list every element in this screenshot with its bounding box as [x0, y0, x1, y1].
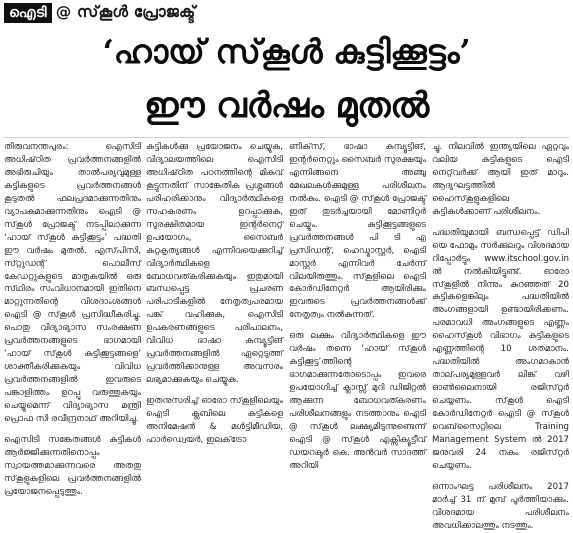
kicker-text: @ സ്‌കൂൾ പ്രോജക്ട്	[55, 3, 196, 21]
headline-line-1: ‘ഹായ് സ്‌കൂൾ കുട്ടിക്കൂട്ടം’	[102, 32, 471, 71]
column-4-paragraph-2: പദ്ധതിയുമായി ബന്ധപ്പെട്ട് ഡിപി യെ ഫോമും സർക്കുലറും വിശദമായ റിപ്പോർട്ടും www.itschool.gov.in ൽ നൽകിയിട്ടുണ്ട്. ഓരോ സ്‌കൂളിൽ നിന്നും കുറഞ്ഞത് 20 കുട്ടികളെങ്കിലും പദ്ധതിയിൽ അംഗങ്ങളായി ഉണ്ടായിരിക്കണം. പരമാവധി അംഗങ്ങളുടെ എണ്ണം ഹൈസ്‌കൂൾ വിഭാഗം കുട്ടികളുടെ എണ്ണത്തിന്റെ 10 ശതമാനം. പദ്ധതിയിൽ അംഗമാകാൻ താല്‌പര്യമുള്ളവർ ലിങ്ക് വഴി ഓൺലൈനായി രജിസ്‌റ്റർ ചെയ്യണം. സ്‌കൂൾ ഐടി കോർഡിനേറ്റർ ഐടി @ സ്‌കൂൾ വെബ്‌സൈറ്റിലെ Training Management System ൽ 2017 ജനുവരി 24 നകം രജിസ്‌റ്റർ ചെയ്യണം.	[432, 227, 569, 471]
headline-divider	[4, 137, 569, 138]
article-column-1	[4, 141, 141, 497]
column-3-paragraph-1: ണിക്‌സ്, ഭാഷാ കമ്പ്യൂട്ടിങ്, ഇന്റർനെറ്റും സൈബർ സുരക്ഷയും എന്നിങ്ങനെ അഞ്ചു മേഖലകൾക്കുമുള്ള പരിശീലനം നൽകും. ഐടി @ സ്‌കൂൾ പ്രോജക്ട് ഇത് തുടർച്ചയായി മോണിറ്റർ ചെയ്യും. കുട്ടിക്കൂട്ടങ്ങളുടെ പ്രവർത്തനങ്ങൾ പി ടി എ പ്രസിഡന്റ്, ഹെഡ്മാസ്റ്റർ, ഐടി മാസ്റ്റർ എന്നിവർ ചേർന്ന് വിലയിരുത്തും. സ്‌കൂളിലെ ഐടി കോർഡിനേറ്റർ ആയിരിക്കും ഇവരുടെ പ്രവർത്തനങ്ങൾക്ക് നേതൃത്വം നൽകുന്നത്.	[289, 142, 426, 321]
article-column-2	[146, 141, 283, 460]
column-2-paragraph-2: ഇതനുസരിച്ച് ഓരോ സ്‌കൂളിലെയും ഐടി ക്ലബിലെ കുട്ടികളെ അനിമേഷൻ & മൾട്ടിമീഡിയ, ഹാർഡ്വെയർ, ഇലക്‌ട്രോ	[146, 396, 283, 445]
article-body	[4, 141, 569, 531]
column-1-paragraph-2: ഐസിടി സങ്കേതങ്ങൾ കുട്ടികൾ ആർജ്ജിക്കുന്നതിനൊപ്പം സ്വായത്തമാക്കുന്നവരെ അതതു സ്‌കൂളുകളിലെ പ്രവർത്തനങ്ങളിൽ പ്രയോജനപ്പെടുത്തും.	[4, 434, 141, 497]
column-2-paragraph-1: കുട്ടികൾക്കു പ്രയോജനം ചെയ്യുക, വിദ്യാലയത്തിലെ ഐസിടി അധിഷ്‌ഠിത പഠനത്തിന്റെ മികവ് കൂട്ടുന്നതിന് സാങ്കേതിക പ്രശ്നങ്ങൾ പരിഹരിക്കാനും വിദ്യാർത്ഥികളെ സഹകരണം ഉറപ്പാക്കുക, സുരക്ഷിതമായ ഇന്റർനെറ്റ് ഉപയോഗം, സൈബർ കുറ്റകൃത്യങ്ങൾ എന്നിവയെക്കുറിച്ച് വിദ്യാർത്ഥികളെ ബോധവത്കരിക്കുകയും ഇതുമായി ബന്ധപ്പെട്ട പ്രചരണ പരിപാടികളിൽ നേതൃത്വപരമായ പങ്ക് വഹിക്കുക, ഐസിടി ഉപകരണങ്ങളുടെ പരിപാലനം, വിവിധ ഭാഷാ കമ്പ്യൂട്ടിങ് പ്രവർത്തനങ്ങളിൽ ഏറ്റെടുത്ത് പ്രവർത്തിക്കാനുള്ള അവസരം ലഭ്യമാക്കുകയും ചെയ്യുക.	[146, 142, 283, 386]
article-column-3	[289, 141, 426, 471]
article-column-4	[432, 141, 569, 531]
column-3-paragraph-2: ഒരു ലക്ഷം വിദ്യാർത്ഥികളെ ഈ വർഷം തന്നെ ‘ഹായ് സ്‌കൂൾ കുട്ടിക്കൂട്ട’ത്തിന്റെ ഭാഗമാക്കുന്നതോടൊപ്പം ഇവരെ ഉപയോഗിച്ച് ക്ലാസ്സ് മുറി ഡിജിറ്റൽ ആക്കുന്ന ബോധവത്കരണം പരിശീലനങ്ങളും നടത്താനും ഐടി @ സ്‌കൂൾ ലക്ഷ്യമിടുന്നുണ്ടെന്ന് ഐടി @ സ്‌കൂൾ എക്സിക്യൂട്ടീവ് ഡയറക്ടർ കെ. അൻവർ സാദത്ത് അറിയി	[289, 331, 426, 471]
headline-line-2: ഈ വർഷം മുതൽ	[144, 85, 429, 126]
column-1-paragraph-1: തിരുവനന്തപുരം: ഐസിടി അധിഷ്‌ഠിത പ്രവർത്തനങ്ങളിൽ അഭിരുചിയും താൽപര്യവുമുള്ള കുട്ടികളുടെ പ്രവർത്തനങ്ങൾ കൂടുതൽ ഫലപ്രദമാക്കുന്നതിനും വ്യാപകമാക്കുന്നതിനും ഐടി @ സ്‌കൂൾ പ്രോജക്ട് നടപ്പിലാക്കുന്ന ‘ഹായ് സ്‌കൂൾ കുട്ടിക്കൂട്ടം’ പദ്ധതി ഈ വർഷം മുതൽ. എസ്‌പിസി, സ്‌റ്റുഡന്റ് പൊലീസ് കേഡറ്റുകളുടെ മാതൃകയിൽ ഒരു സ്‌ഥിരം സംവിധാനമായി ഇതിനെ മാറ്റുന്നതിന്റെ വിശദാംശങ്ങൾ ഐടി @ സ്‌കൂൾ പ്രസിദ്ധീകരിച്ചു. പൊതു വിദ്യാഭ്യാസ സംരക്ഷണ പ്രവർത്തനങ്ങളുടെ ഭാഗമായി ‘ഹായ് സ്‌കൂൾ കുട്ടിക്കൂട്ടങ്ങളെ’ ശാക്തീകരിക്കുകയും വിവിധ പ്രവർത്തനങ്ങളിൽ ഇവരുടെ പങ്കാളിത്തം ഉറപ്പു വരുത്തുകയും ചെയ്യുമെന്ന് വിദ്യാഭ്യാസ മന്ത്രി പ്രൊഫ സി രവീന്ദ്രനാഥ് അറിയിച്ചു.	[4, 142, 141, 425]
column-4-paragraph-3: ഒന്നാംഘട്ട പരിശീലനം 2017 മാർച്ച് 31 ന് മുമ്പ് പൂർത്തിയാക്കും. വിശദമായ പരിശീലനം അവധിക്കാലത്തും നടത്തും.	[432, 481, 569, 531]
article-kicker	[4, 1, 564, 23]
column-4-paragraph-1: ച്ചു. നിലവിൽ ഇന്ത്യയിലെ ഏറ്റവും വലിയ കുട്ടികളുടെ ഐടി നെറ്റ്‌വർക്ക് ആയി ഇത് മാറും. ആദ്യഘട്ടത്തിൽ ഹൈസ്‌കൂളുകളിലെ കുട്ടികൾക്കാണ് പരിശീലനം.	[432, 142, 569, 217]
kicker-badge: ഐടി	[4, 3, 52, 23]
